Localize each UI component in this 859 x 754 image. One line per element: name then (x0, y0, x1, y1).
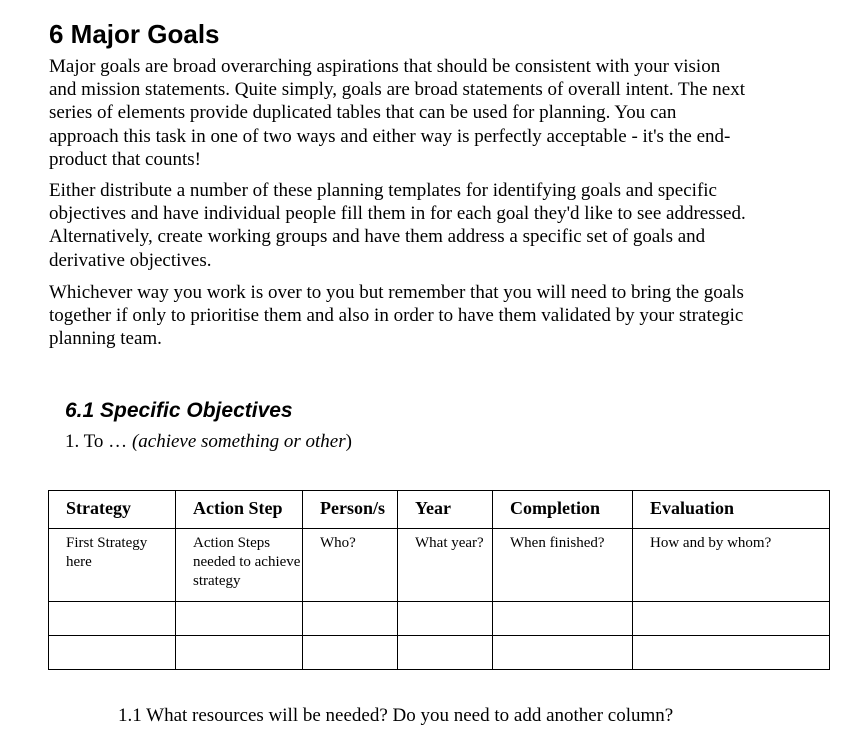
table-cell (633, 602, 830, 636)
table-cell (49, 602, 176, 636)
objective-suffix: ) (345, 431, 352, 452)
table-cell (176, 602, 303, 636)
header-evaluation: Evaluation (633, 491, 830, 529)
table-header-row (49, 491, 830, 529)
table-cell: First Strategy here (49, 529, 176, 602)
objective-italic: (achieve something or other (131, 431, 346, 452)
table-row (49, 636, 830, 670)
table-row (49, 529, 830, 602)
table-cell (303, 602, 398, 636)
table-cell: When finished? (493, 529, 633, 602)
table-cell: Who? (303, 529, 398, 602)
subsection-heading: 6.1 Specific Objectives (65, 399, 293, 422)
section-heading: 6 Major Goals (49, 19, 220, 49)
table-cell (303, 636, 398, 670)
header-strategy: Strategy (49, 491, 176, 529)
resources-question: 1.1 What resources will be needed? Do you need to add another column? (118, 705, 674, 726)
objective-prefix: 1. To … (65, 431, 132, 452)
objective-line (65, 430, 352, 454)
planning-table (48, 490, 830, 670)
table-cell: Action Steps needed to achieve strategy (176, 529, 303, 602)
table-cell (633, 636, 830, 670)
table-cell (398, 602, 493, 636)
header-persons: Person/s (303, 491, 398, 529)
header-completion: Completion (493, 491, 633, 529)
table-cell: How and by whom? (633, 529, 830, 602)
header-year: Year (398, 491, 493, 529)
table-cell (176, 636, 303, 670)
intro-paragraph: Major goals are broad overarching aspirations that should be consistent with your vision and mission statements. Quite simply, goals are broad statements of overall intent. The next series of elements provide duplicated tables that can be used for planning. You can approach this task in one of two ways and either way is perfectly acceptable - it's the end- product that counts! (49, 56, 745, 170)
table-cell (493, 602, 633, 636)
validation-paragraph: Whichever way you work is over to you but remember that you will need to bring the goals together if only to prioritise them and also in order to have them validated by your strategic planning team. (49, 282, 744, 350)
table-cell (493, 636, 633, 670)
table-cell (49, 636, 176, 670)
table-row (49, 602, 830, 636)
table-cell: What year? (398, 529, 493, 602)
header-action-step: Action Step (176, 491, 303, 529)
approach-paragraph: Either distribute a number of these planning templates for identifying goals and specific objectives and have individual people fill them in for each goal they'd like to see addressed. Alternatively, create working groups and have them address a specific set of goals and derivative objectives. (49, 180, 746, 271)
table-cell (398, 636, 493, 670)
